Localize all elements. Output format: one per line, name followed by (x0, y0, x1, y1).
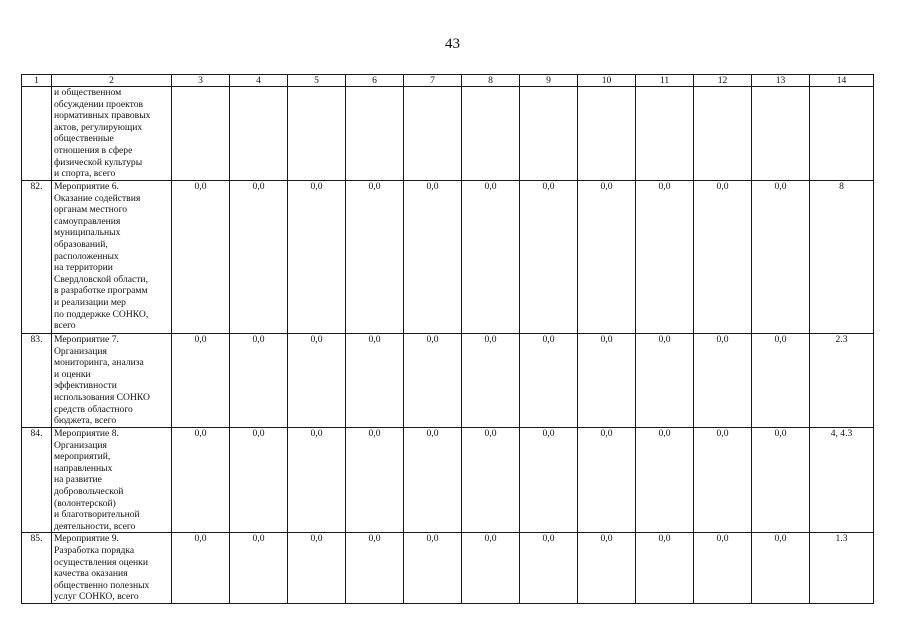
column-header-10: 10 (578, 75, 636, 87)
activity-name-line: бюджета, всего (54, 415, 117, 427)
column-header-8: 8 (462, 75, 520, 87)
table-body (22, 87, 874, 604)
activity-name (52, 533, 172, 604)
target-reference: 1.3 (810, 533, 874, 604)
column-header-6: 6 (346, 75, 404, 87)
value-cell-col-3: 0,0 (172, 181, 230, 334)
header-row (22, 75, 874, 87)
value-cell-col-6: 0,0 (346, 181, 404, 334)
value-cell-col-12: 0,0 (694, 181, 752, 334)
value-cell-col-3: 0,0 (172, 334, 230, 428)
activity-name-line: в разработке программ (54, 285, 148, 297)
value-cell-col-5: 0,0 (288, 181, 346, 334)
activity-name-line: и спорта, всего (54, 168, 116, 180)
activity-name-line: физической культуры (54, 156, 143, 168)
column-header-5: 5 (288, 75, 346, 87)
value-cell-col-12 (694, 87, 752, 181)
activity-name-line: Мероприятие 9. (54, 533, 119, 545)
value-cell-col-4: 0,0 (230, 334, 288, 428)
activity-name-line: муниципальных (54, 227, 121, 239)
value-cell-col-13: 0,0 (752, 533, 810, 604)
value-cell-col-4: 0,0 (230, 533, 288, 604)
table-row (22, 87, 874, 181)
value-cell-col-9: 0,0 (520, 533, 578, 604)
column-header-7: 7 (404, 75, 462, 87)
value-cell-col-5: 0,0 (288, 334, 346, 428)
value-cell-col-11: 0,0 (636, 181, 694, 334)
target-reference (810, 87, 874, 181)
activity-name-line: Мероприятие 7. (54, 334, 119, 345)
value-cell-col-10 (578, 87, 636, 181)
column-header-3: 3 (172, 75, 230, 87)
value-cell-col-10: 0,0 (578, 334, 636, 428)
value-cell-col-12: 0,0 (694, 334, 752, 428)
activity-name-line: по поддержке СОНКО, (54, 308, 149, 320)
column-header-14: 14 (810, 75, 874, 87)
activity-name-line: направленных (54, 462, 113, 474)
row-number: 82. (22, 181, 52, 334)
activity-name-line: обсуждении проектов (54, 98, 144, 110)
activity-name (52, 334, 172, 428)
value-cell-col-13: 0,0 (752, 181, 810, 334)
value-cell-col-9: 0,0 (520, 334, 578, 428)
column-header-13: 13 (752, 75, 810, 87)
value-cell-col-3: 0,0 (172, 533, 230, 604)
value-cell-col-6: 0,0 (346, 428, 404, 533)
activity-name-line: нормативных правовых (54, 110, 151, 122)
row-number: 83. (22, 334, 52, 428)
value-cell-col-11: 0,0 (636, 533, 694, 604)
activity-name-line: (волонтерской) (54, 497, 116, 509)
activity-name-line: мероприятий, (54, 451, 111, 463)
value-cell-col-4: 0,0 (230, 181, 288, 334)
table-row (22, 334, 874, 428)
value-cell-col-10: 0,0 (578, 181, 636, 334)
activity-name-line: на развитие (54, 474, 102, 486)
activity-name-line: использования СОНКО (54, 391, 150, 403)
value-cell-col-3: 0,0 (172, 428, 230, 533)
table-row (22, 533, 874, 604)
value-cell-col-13: 0,0 (752, 428, 810, 533)
activity-name-line: расположенных (54, 250, 119, 262)
column-header-12: 12 (694, 75, 752, 87)
row-number (22, 87, 52, 181)
activity-name-line: качества оказания (54, 568, 128, 580)
value-cell-col-11 (636, 87, 694, 181)
activity-name-line: самоуправления (54, 215, 121, 227)
value-cell-col-8: 0,0 (462, 181, 520, 334)
activity-name-line: средств областного (54, 403, 133, 415)
value-cell-col-11: 0,0 (636, 334, 694, 428)
activity-name-line: услуг СОНКО, всего (54, 591, 139, 603)
activity-name-line: Разработка порядка (54, 544, 135, 556)
activity-name-line: всего (54, 320, 76, 332)
activity-name-line: Оказание содействия (54, 192, 141, 204)
activity-name-line: Свердловской области, (54, 273, 148, 285)
activity-name-line: Мероприятие 6. (54, 181, 119, 192)
activity-name-line: и благотворительной (54, 509, 140, 521)
row-number: 85. (22, 533, 52, 604)
column-header-1: 1 (22, 75, 52, 87)
table-row (22, 181, 874, 334)
activity-name-line: и оценки (54, 368, 91, 380)
activity-name (52, 428, 172, 533)
target-reference: 4, 4.3 (810, 428, 874, 533)
value-cell-col-7: 0,0 (404, 181, 462, 334)
activity-name-line: и общественном (54, 87, 122, 98)
activity-name-line: добровольческой (54, 485, 124, 497)
row-number: 84. (22, 428, 52, 533)
activity-name-line: деятельности, всего (54, 520, 136, 532)
value-cell-col-11: 0,0 (636, 428, 694, 533)
value-cell-col-5: 0,0 (288, 533, 346, 604)
activity-name-line: образований, (54, 238, 108, 250)
value-cell-col-7: 0,0 (404, 334, 462, 428)
activity-name-line: Организация (54, 345, 107, 357)
value-cell-col-8: 0,0 (462, 533, 520, 604)
value-cell-col-7: 0,0 (404, 428, 462, 533)
value-cell-col-6: 0,0 (346, 533, 404, 604)
value-cell-col-4 (230, 87, 288, 181)
value-cell-col-13: 0,0 (752, 334, 810, 428)
activity-name-line: Мероприятие 8. (54, 428, 119, 439)
activity-name-line: на территории (54, 262, 113, 274)
value-cell-col-7: 0,0 (404, 533, 462, 604)
value-cell-col-13 (752, 87, 810, 181)
value-cell-col-6: 0,0 (346, 334, 404, 428)
column-header-9: 9 (520, 75, 578, 87)
activity-name-line: эффективности (54, 380, 117, 392)
column-header-2: 2 (52, 75, 172, 87)
activity-name (52, 181, 172, 334)
value-cell-col-12: 0,0 (694, 533, 752, 604)
value-cell-col-4: 0,0 (230, 428, 288, 533)
page-number: 43 (445, 36, 460, 52)
column-header-4: 4 (230, 75, 288, 87)
target-reference: 8 (810, 181, 874, 334)
table-row (22, 428, 874, 533)
value-cell-col-9 (520, 87, 578, 181)
value-cell-col-5 (288, 87, 346, 181)
value-cell-col-8: 0,0 (462, 428, 520, 533)
activity-name-line: осуществления оценки (54, 556, 148, 568)
budget-table (21, 74, 874, 604)
activity-name-line: и реализации мер (54, 296, 126, 308)
activity-name (52, 87, 172, 181)
target-reference: 2.3 (810, 334, 874, 428)
activity-name-line: актов, регулирующих (54, 121, 143, 133)
value-cell-col-3 (172, 87, 230, 181)
value-cell-col-9: 0,0 (520, 181, 578, 334)
value-cell-col-8: 0,0 (462, 334, 520, 428)
activity-name-line: мониторинга, анализа (54, 357, 144, 369)
activity-name-line: Организация (54, 439, 107, 451)
value-cell-col-8 (462, 87, 520, 181)
value-cell-col-10: 0,0 (578, 428, 636, 533)
activity-name-line: общественно полезных (54, 579, 150, 591)
value-cell-col-12: 0,0 (694, 428, 752, 533)
value-cell-col-5: 0,0 (288, 428, 346, 533)
activity-name-line: органам местного (54, 204, 128, 216)
value-cell-col-9: 0,0 (520, 428, 578, 533)
value-cell-col-10: 0,0 (578, 533, 636, 604)
activity-name-line: отношения в сфере (54, 144, 133, 156)
column-header-11: 11 (636, 75, 694, 87)
activity-name-line: общественные (54, 133, 114, 145)
value-cell-col-7 (404, 87, 462, 181)
value-cell-col-6 (346, 87, 404, 181)
